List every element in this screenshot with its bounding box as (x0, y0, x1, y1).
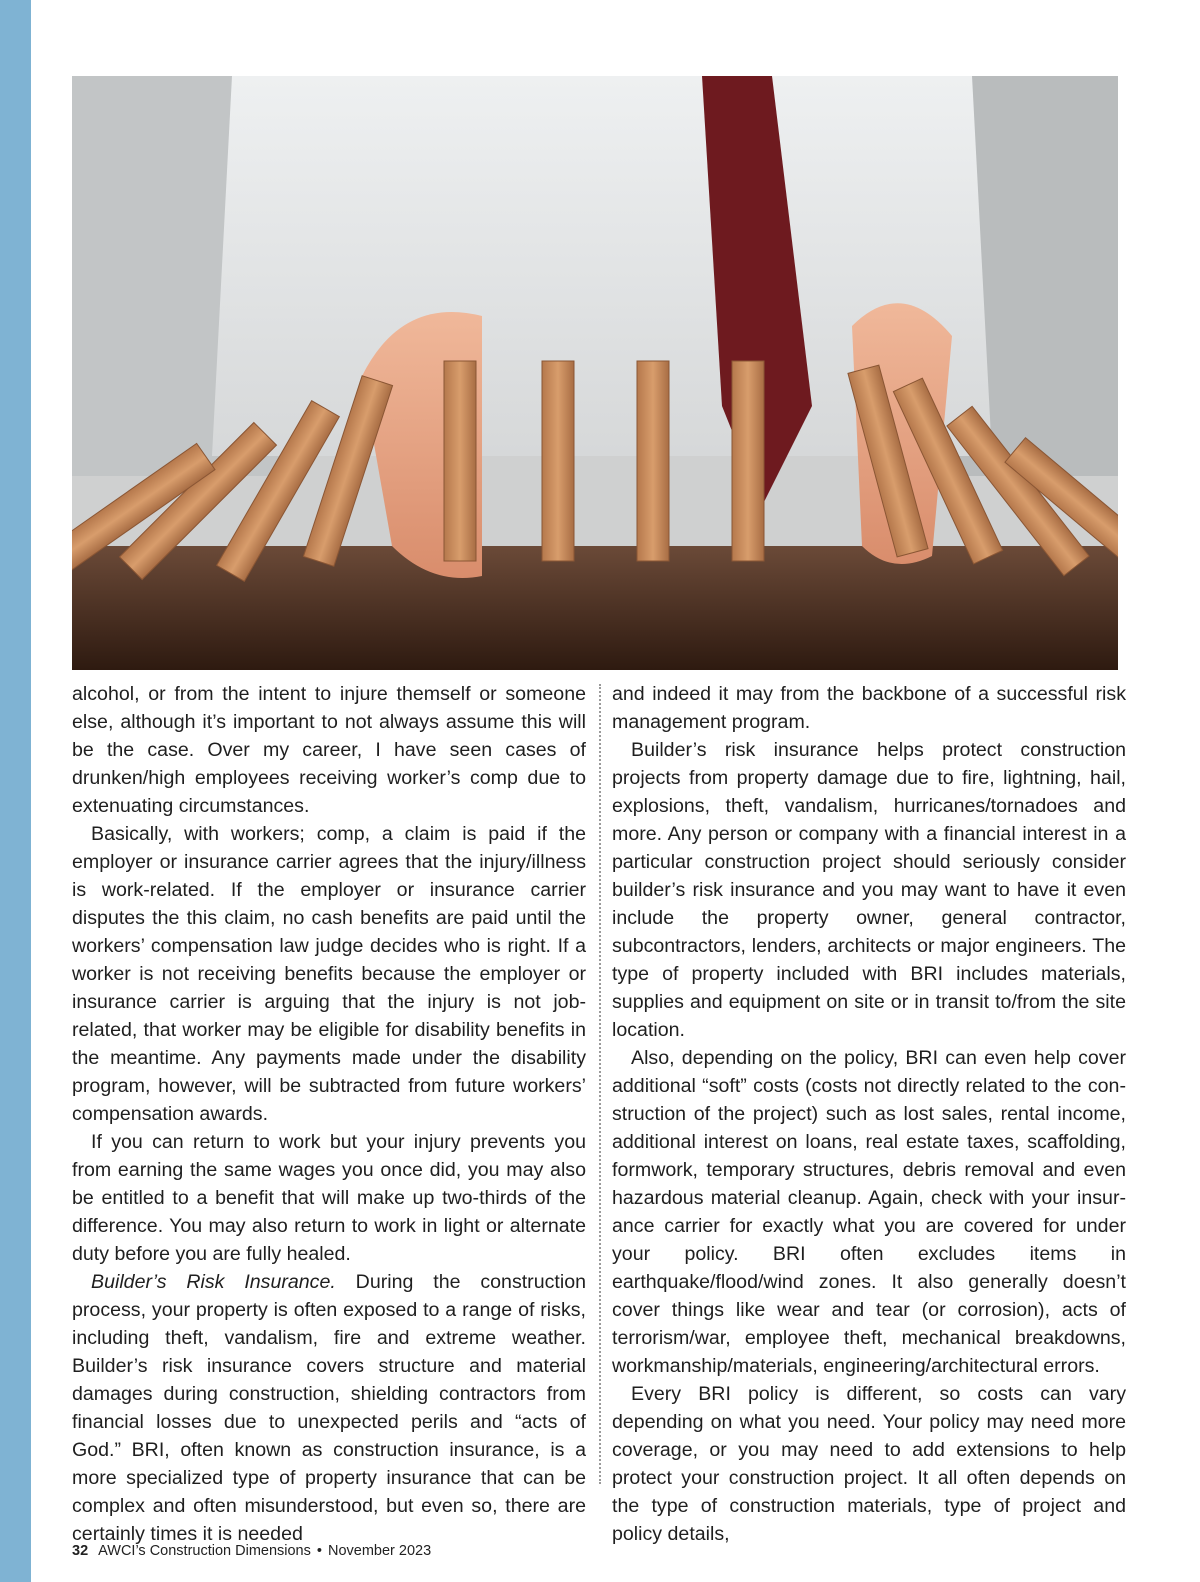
article-paragraph (612, 680, 1126, 736)
paragraph-text: Builder’s risk insurance helps protect construction projects from property damage due to fire, lightning, hail, explosions, theft, vandalism, hurricanes/tornadoes and more. Any person or company with a financial interest in a particular construction project should seriously consider builder’s risk insurance and you may want to have it even include the property owner, general contractor, subcontractors, lenders, architects or major engineers. The type of property included with BRI includes materials, supplies and equipment on site or in transit to/from the site location. (612, 739, 1126, 1041)
paragraph-text: alcohol, or from the intent to injure themself or someone else, although it’s important to not always assume this will be the case. Over my career, I have seen cases of drunken/​high employees receiving worker’s comp due to extenuating circumstances. (72, 683, 586, 817)
paragraph-text: and indeed it may from the backbone of a successful risk management program. (612, 683, 1126, 733)
paragraph-text: If you can return to work but your injury prevents you from earning the same wages you once did, you may also be entitled to a benefit that will make up two-thirds of the difference. You may also return to work in light or alternate duty before you are fully healed. (72, 1131, 586, 1265)
dominoes-illustration (72, 76, 1118, 670)
article-column-right (612, 680, 1126, 1548)
page-edge-color-bar (0, 0, 31, 1582)
column-divider (599, 684, 601, 1484)
section-run-in-heading: Builder’s Risk Insurance. (91, 1271, 336, 1293)
paragraph-text: During the construction process, your property is often exposed to a range of risks, including theft, vandalism, fire and extreme weather. Builder’s risk insurance covers structure and material damages during construction, shielding contractors from financial losses due to unexpected perils and “acts of God.” BRI, often known as construction insurance, is a more specialized type of property insurance that can be complex and often misunderstood, but even so, there are certainly times it is needed (72, 1271, 586, 1545)
article-paragraph (612, 736, 1126, 1044)
issue-date: November 2023 (327, 1543, 432, 1559)
article-column-left (72, 680, 586, 1548)
article-paragraph (612, 1380, 1126, 1548)
paragraph-text: Every BRI policy is different, so costs can vary depending on what you need. Your policy may need more coverage, or you may need to add extensions to help protect your construction project. It all often depends on the type of construction materials, type of project and policy details, (612, 1383, 1126, 1545)
paragraph-text: Also, depending on the policy, BRI can even help cover additional “soft” costs (costs not directly related to the construction of the project) such as lost sales, rental income, additional interest on loans, real estate taxes, scaffolding, formwork, temporary structures, debris removal and even hazardous material cleanup. Again, check with your insurance carrier for exactly what you are covered for under your policy. BRI often excludes items in earthquake/flood/wind zones. It also generally doesn’t cover things like wear and tear (or corrosion), acts of terrorism/war, employee theft, mechanical breakdowns, workmanship/materials, engineering/architectural errors. (612, 1047, 1126, 1377)
page-footer (72, 1542, 431, 1560)
page-number: 32 (72, 1543, 89, 1559)
article-paragraph (72, 1268, 586, 1548)
publication-name: AWCI’s Construction Dimensions (98, 1543, 311, 1559)
article-paragraph (612, 1044, 1126, 1380)
article-paragraph (72, 820, 586, 1128)
article-paragraph (72, 1128, 586, 1268)
paragraph-text: Basically, with workers; comp, a claim is paid if the employer or insurance carrier agrees that the injury/illness is work-related. If the employer or insurance carrier disputes the this claim, no cash benefits are paid until the workers’ compensation law judge decides who is right. If a worker is not receiving benefits because the employer or insurance carrier is arguing that the injury is not job-related, that worker may be eligible for disability benefits in the meantime. Any payments made under the disability program, however, will be subtracted from future workers’ compensation awards. (72, 823, 586, 1125)
article-photo (72, 76, 1118, 670)
footer-separator: • (316, 1543, 322, 1559)
article-paragraph (72, 680, 586, 820)
